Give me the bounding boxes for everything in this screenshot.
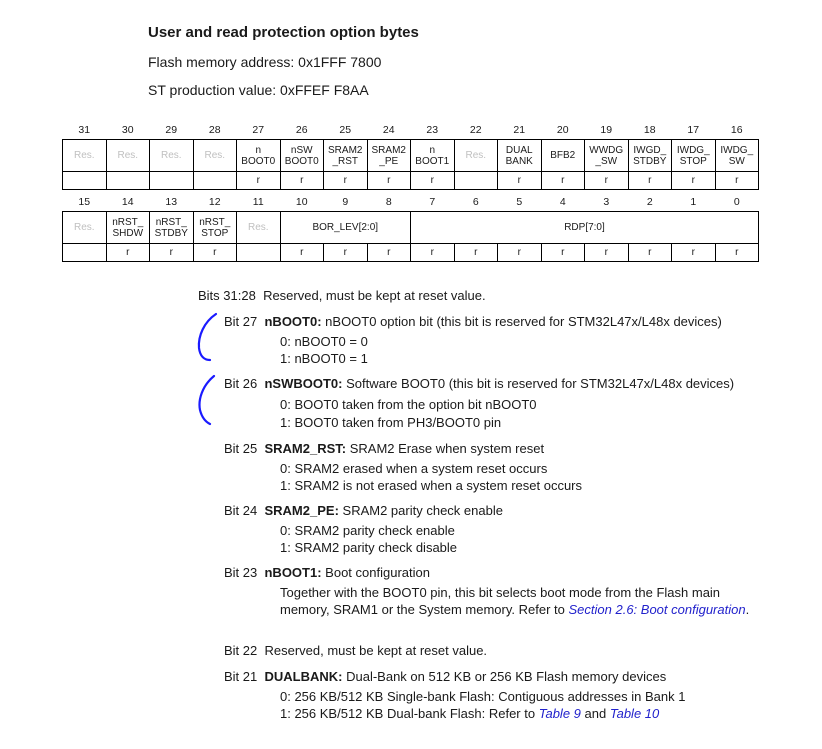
- access-cell: r: [498, 172, 542, 190]
- bit-number: 9: [342, 196, 349, 208]
- access-cell: r: [367, 244, 411, 262]
- access-cell: [237, 244, 281, 262]
- bit-number: 18: [643, 124, 656, 136]
- desc-bit-27: Bit 27 nBOOT0: nBOOT0 option bit (this bit is reserved for STM32L47x/L48x devices): [224, 314, 722, 329]
- register-field: nRST_ STDBY: [150, 212, 194, 244]
- bit-23-detail: Together with the BOOT0 pin, this bit selects boot mode from the Flash main memory, SRAM1 or the System memory. Refer to Section 2.6: Boot configuration.: [280, 585, 750, 617]
- bit-number: 4: [559, 196, 566, 208]
- access-cell: r: [715, 244, 759, 262]
- register-field: Res.: [454, 140, 498, 172]
- access-cell: r: [193, 244, 237, 262]
- flash-address: Flash memory address: 0x1FFF 7800: [148, 54, 382, 70]
- access-cell: r: [106, 244, 150, 262]
- bit-number: 7: [429, 196, 436, 208]
- register-field: n BOOT1: [411, 140, 455, 172]
- production-value: ST production value: 0xFFEF F8AA: [148, 82, 369, 98]
- bit-27-value-1: 1: nBOOT0 = 1: [280, 351, 368, 366]
- bit-number: 22: [469, 124, 482, 136]
- bit-number: 17: [687, 124, 700, 136]
- register-field: RDP[7:0]: [411, 212, 759, 244]
- desc-bit-26: Bit 26 nSWBOOT0: Software BOOT0 (this bit is reserved for STM32L47x/L48x devices): [224, 376, 735, 391]
- access-cell: r: [672, 172, 716, 190]
- access-cell: r: [585, 244, 629, 262]
- bit-number: 15: [78, 196, 91, 208]
- bit-25-value-0: 0: SRAM2 erased when a system reset occurs: [280, 461, 548, 476]
- register-field: Res.: [150, 140, 194, 172]
- register-field: IWDG_ STOP: [672, 140, 716, 172]
- bit-number: 1: [690, 196, 697, 208]
- register-field: nRST_ STOP: [193, 212, 237, 244]
- access-cell: r: [541, 244, 585, 262]
- access-cell: [106, 172, 150, 190]
- bit-number: 24: [382, 124, 395, 136]
- bit-number: 29: [165, 124, 178, 136]
- desc-bit-25: Bit 25 SRAM2_RST: SRAM2 Erase when system reset: [224, 441, 545, 456]
- table-9-link[interactable]: Table 9: [538, 706, 581, 721]
- access-cell: r: [541, 172, 585, 190]
- desc-bits-31-28: Bits 31:28 Reserved, must be kept at reset value.: [198, 288, 486, 303]
- bit-24-value-1: 1: SRAM2 parity check disable: [280, 540, 458, 555]
- bit-number: 6: [472, 196, 479, 208]
- access-cell: r: [280, 172, 324, 190]
- access-cell: [193, 172, 237, 190]
- access-cell: r: [498, 244, 542, 262]
- bit-21-value-0: 0: 256 KB/512 KB Single-bank Flash: Contiguous addresses in Bank 1: [280, 689, 686, 704]
- bit-number: 5: [516, 196, 523, 208]
- register-field: IWDG_ SW: [715, 140, 759, 172]
- bit-number: 8: [385, 196, 392, 208]
- bit-27-value-0: 0: nBOOT0 = 0: [280, 334, 368, 349]
- register-field: BOR_LEV[2:0]: [280, 212, 411, 244]
- bit-25-value-1: 1: SRAM2 is not erased when a system reset occurs: [280, 478, 583, 493]
- access-cell: r: [324, 172, 368, 190]
- access-cell: r: [411, 244, 455, 262]
- access-cell: [150, 172, 194, 190]
- bit-number: 11: [252, 196, 264, 208]
- bit-number: 14: [121, 196, 134, 208]
- register-field: DUAL BANK: [498, 140, 542, 172]
- access-cell: r: [454, 244, 498, 262]
- access-cell: r: [628, 172, 672, 190]
- bit-24-value-0: 0: SRAM2 parity check enable: [280, 523, 455, 538]
- handwritten-bracket-bit-27: [190, 308, 224, 368]
- bit-number: 23: [426, 124, 439, 136]
- bit-26-value-1: 1: BOOT0 taken from PH3/BOOT0 pin: [280, 415, 502, 430]
- section-title: User and read protection option bytes: [148, 24, 419, 41]
- bit-number: 0: [733, 196, 740, 208]
- bit-number: 19: [600, 124, 613, 136]
- desc-bit-21: Bit 21 DUALBANK: Dual-Bank on 512 KB or 256 KB Flash memory devices: [224, 669, 667, 684]
- bit-number: 12: [208, 196, 221, 208]
- bit-26-value-0: 0: BOOT0 taken from the option bit nBOOT0: [280, 397, 537, 412]
- access-cell: r: [672, 244, 716, 262]
- desc-bit-22: Bit 22 Reserved, must be kept at reset value.: [224, 643, 488, 658]
- access-cell: r: [324, 244, 368, 262]
- register-field: Res.: [237, 212, 281, 244]
- register-map-low: [62, 194, 759, 262]
- access-cell: r: [367, 172, 411, 190]
- bit-number: 28: [208, 124, 221, 136]
- bit-number: 27: [252, 124, 265, 136]
- access-cell: r: [150, 244, 194, 262]
- register-field: Res.: [63, 212, 107, 244]
- access-cell: r: [715, 172, 759, 190]
- register-field: Res.: [63, 140, 107, 172]
- bit-number: 21: [513, 124, 526, 136]
- register-field: Res.: [193, 140, 237, 172]
- bit-number: 16: [730, 124, 743, 136]
- register-field: SRAM2 _PE: [367, 140, 411, 172]
- access-cell: r: [628, 244, 672, 262]
- bit-number: 26: [295, 124, 308, 136]
- bit-21-value-1: 1: 256 KB/512 KB Dual-bank Flash: Refer to Table 9 and Table 10: [280, 706, 660, 721]
- bit-number: 10: [295, 196, 308, 208]
- desc-bit-24: Bit 24 SRAM2_PE: SRAM2 parity check enable: [224, 503, 503, 518]
- register-field: nRST_ SHDW: [106, 212, 150, 244]
- register-field: WWDG _SW: [585, 140, 629, 172]
- access-cell: r: [237, 172, 281, 190]
- register-field: SRAM2 _RST: [324, 140, 368, 172]
- desc-bit-23: Bit 23 nBOOT1: Boot configuration: [224, 565, 430, 580]
- access-cell: r: [411, 172, 455, 190]
- bit-number: 13: [165, 196, 178, 208]
- access-cell: r: [280, 244, 324, 262]
- bit-number: 30: [121, 124, 134, 136]
- register-field: IWGD_ STDBY: [628, 140, 672, 172]
- register-field: BFB2: [541, 140, 585, 172]
- section-2-6-link[interactable]: Section 2.6: Boot configuration: [568, 602, 746, 617]
- bit-number: 31: [78, 124, 91, 136]
- handwritten-bracket-bit-26: [190, 370, 224, 430]
- bit-number: 20: [556, 124, 569, 136]
- access-cell: [63, 172, 107, 190]
- register-field: n BOOT0: [237, 140, 281, 172]
- access-cell: r: [585, 172, 629, 190]
- bit-number: 2: [646, 196, 653, 208]
- register-field: Res.: [106, 140, 150, 172]
- access-cell: [454, 172, 498, 190]
- table-10-link[interactable]: Table 10: [609, 706, 660, 721]
- access-cell: [63, 244, 107, 262]
- register-map-high: [62, 122, 759, 190]
- bit-number: 25: [339, 124, 352, 136]
- bit-number: 3: [603, 196, 610, 208]
- register-field: nSW BOOT0: [280, 140, 324, 172]
